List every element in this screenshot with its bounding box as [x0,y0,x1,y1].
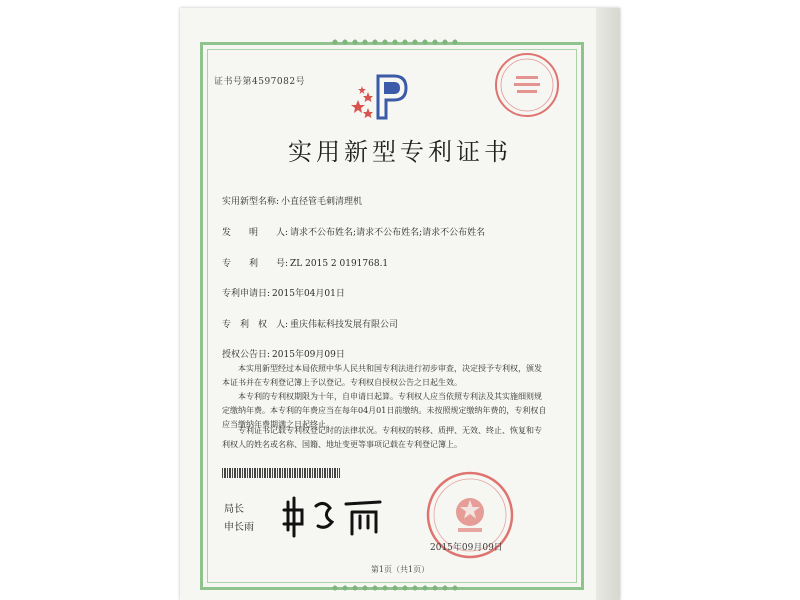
field-value: ZL 2015 2 0191768.1 [290,259,389,269]
director-signature-icon [280,490,390,540]
field-label: 专利申请日: [222,289,271,299]
field-value: 重庆伟耘科技发展有限公司 [290,320,399,330]
field-value: 请求不公布姓名;请求不公布姓名;请求不公布姓名 [290,228,486,238]
field-label: 专 利 权 人: [222,320,289,330]
field-value: 2015年04月01日 [272,289,345,299]
paragraph-grant-statement: 本实用新型经过本局依照中华人民共和国专利法进行初步审查，决定授予专利权，颁发本证书并在专利登记簿上予以登记。专利权自授权公告之日起生效。 [222,364,542,387]
agency-red-seal-icon [492,50,562,120]
field-label: 发 明 人: [222,228,289,238]
field-label: 授权公告日: [222,350,271,360]
certificate-number: 证书号第4597082号 [214,77,306,87]
patent-office-logo-icon [350,72,410,122]
barcode [222,468,340,478]
director-name: 申长雨 [224,522,254,533]
field-value: 小直径管毛刺清理机 [281,197,363,207]
paragraph-term-and-fees: 本专利的专利权期限为十年，自申请日起算。专利权人应当依照专利法及其实施细则规定缴纳年费。本专利的年费应当在每年04月01日前缴纳。未按照规定缴纳年费的，专利权自应当缴纳年费期满之日起终止。 [222,392,547,429]
field-patent-number [222,256,388,269]
top-ornament [330,36,460,48]
field-patentee [222,317,398,330]
field-application-date [222,286,345,299]
director-title: 局长 [224,504,244,515]
page-number: 第1页（共1页） [370,565,430,574]
field-inventor [222,225,485,238]
issue-date: 2015年09月09日 [430,543,503,553]
certificate-title: 实用新型专利证书 [288,138,512,166]
field-grant-date [222,347,345,360]
bottom-ornament [330,582,460,594]
certificate-border-inner [207,49,577,583]
field-label: 实用新型名称: [222,197,280,207]
field-utility-model-name [222,194,362,207]
field-label: 专 利 号: [222,259,289,269]
field-value: 2015年09月09日 [272,350,345,360]
paper-stack-edge [596,8,620,600]
paragraph-legal-status: 专利证书记载专利权登记时的法律状况。专利权的转移、质押、无效、终止、恢复和专利权人的姓名或名称、国籍、地址变更等事项记载在专利登记簿上。 [222,426,542,449]
